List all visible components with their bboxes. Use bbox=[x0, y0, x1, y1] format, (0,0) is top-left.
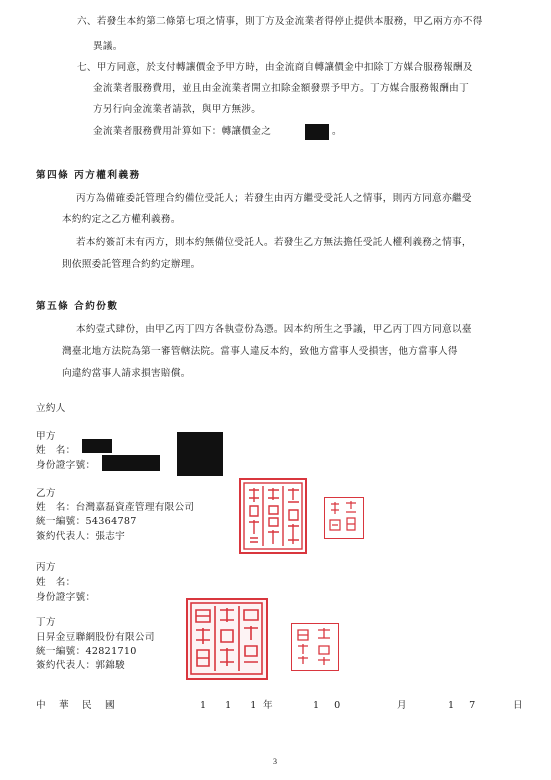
seal-glyphs bbox=[292, 624, 336, 668]
page-number: 3 bbox=[273, 757, 278, 766]
party-b-rep-seal bbox=[324, 497, 364, 539]
party-b-company-seal bbox=[239, 478, 307, 554]
article4-p1-line1: 丙方為備確委託管理合約備位受託人；若發生由丙方繼受受託人之情事，則丙方同意亦繼受 bbox=[76, 193, 472, 204]
party-b-name: 姓 名：台灣嘉磊資產管理有限公司 bbox=[36, 502, 195, 513]
party-d-tax-id: 統一編號：42821710 bbox=[36, 646, 137, 657]
redacted-party-a-name bbox=[82, 439, 112, 453]
party-a-name-label: 姓 名： bbox=[36, 445, 76, 456]
article5-line3: 向違約當事人請求損害賠償。 bbox=[62, 368, 191, 379]
date-month: 1 0 bbox=[313, 700, 347, 711]
article4-p1-line2: 本約約定之乙方權利義務。 bbox=[62, 214, 181, 225]
party-a-label: 甲方 bbox=[36, 431, 56, 442]
date-era-2: 華 bbox=[59, 700, 71, 711]
party-d-rep-seal bbox=[291, 623, 339, 671]
seal-glyphs bbox=[325, 498, 362, 537]
signatories-title: 立約人 bbox=[36, 403, 66, 414]
party-b-representative: 簽約代表人：張志宇 bbox=[36, 531, 126, 542]
date-era-1: 中 bbox=[36, 700, 48, 711]
party-c-id-label: 身份證字號： bbox=[36, 592, 96, 603]
date-era-4: 國 bbox=[105, 700, 117, 711]
item7-line2: 金流業者服務費用，並且由金流業者開立扣除金額發票予甲方。丁方媒合服務報酬由丁 bbox=[93, 83, 469, 94]
date-day-unit: 日 bbox=[513, 700, 525, 711]
article4-heading: 第四條 丙方權利義務 bbox=[36, 170, 141, 181]
item7-line4: 金流業者服務費用計算如下：轉讓價金之 bbox=[93, 126, 272, 137]
date-month-unit: 月 bbox=[397, 700, 409, 711]
redacted-party-a-id bbox=[102, 455, 160, 471]
date-era-3: 民 bbox=[82, 700, 94, 711]
article4-p2-line1: 若本約簽訂未有丙方，則本約無備位受託人。若發生乙方無法擔任受託人權利義務之情事， bbox=[76, 237, 472, 248]
party-d-representative: 簽約代表人：郭錦駿 bbox=[36, 660, 126, 671]
item7-line3: 方另行向金流業者請款，與甲方無涉。 bbox=[93, 104, 262, 115]
date-year: 1 1 1 bbox=[200, 700, 265, 711]
party-d-label: 丁方 bbox=[36, 617, 56, 628]
item6-line2: 異議。 bbox=[93, 41, 123, 52]
item7-line1: 七、甲方同意，於支付轉讓價金予甲方時，由金流商自轉讓價金中扣除丁方媒合服務報酬及 bbox=[77, 62, 473, 73]
party-a-id-label: 身份證字號： bbox=[36, 460, 96, 471]
item7-line4-end: 。 bbox=[332, 126, 342, 137]
party-c-name-label: 姓 名： bbox=[36, 577, 76, 588]
redacted-party-a-seal bbox=[177, 432, 223, 476]
party-d-company-seal bbox=[186, 598, 268, 680]
date-day: 1 7 bbox=[448, 700, 482, 711]
party-b-tax-id: 統一編號：54364787 bbox=[36, 516, 137, 527]
party-b-label: 乙方 bbox=[36, 488, 56, 499]
article5-line2: 灣臺北地方法院為第一審管轄法院。當事人違反本約，致他方當事人受損害，他方當事人得 bbox=[62, 346, 458, 357]
seal-glyphs bbox=[241, 480, 305, 552]
party-d-company: 日昇金豆聯網股份有限公司 bbox=[36, 632, 155, 643]
item6-line1: 六、若發生本約第二條第七項之情事，則丁方及金流業者得停止提供本服務，甲乙兩方亦不得 bbox=[77, 16, 483, 27]
article4-p2-line2: 則依照委託管理合約約定辦理。 bbox=[62, 259, 201, 270]
seal-glyphs bbox=[188, 600, 265, 677]
party-c-label: 丙方 bbox=[36, 562, 56, 573]
date-year-unit: 年 bbox=[263, 700, 275, 711]
redacted-fee-percentage bbox=[305, 124, 329, 140]
article5-heading: 第五條 合約份數 bbox=[36, 301, 119, 312]
article5-line1: 本約壹式肆份，由甲乙丙丁四方各執壹份為憑。因本約所生之爭議，甲乙丙丁四方同意以臺 bbox=[76, 324, 472, 335]
